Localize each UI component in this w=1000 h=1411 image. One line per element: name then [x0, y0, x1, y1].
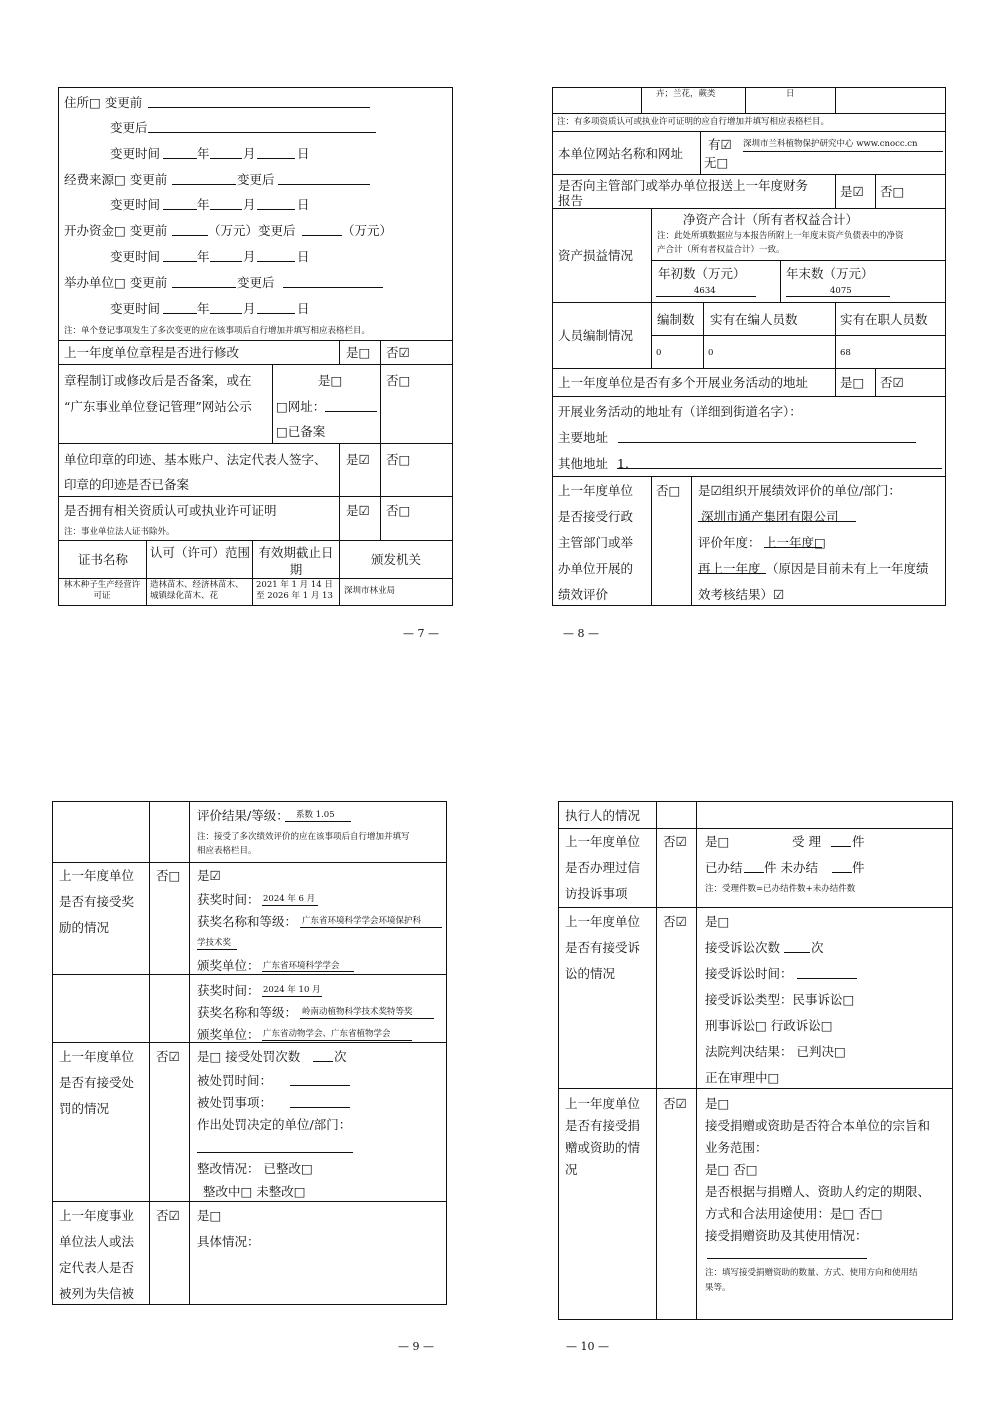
donation-note-line2: 果等。 — [705, 1283, 731, 1293]
award-no-checkbox[interactable]: 否□ — [156, 868, 181, 883]
petition-yes-checkbox[interactable]: 是□ — [705, 834, 730, 849]
award1-org-value: 广东省环境科学学会 — [263, 961, 340, 971]
asset-note-line1: 注：此处所填数据应与本报告所附上一年度末资产负债表中的净资 — [657, 231, 904, 241]
capital-unit-label: （万元）变更后 — [208, 223, 296, 238]
record-filed-checkbox[interactable]: □已备案 — [276, 424, 326, 439]
donation-no-checkbox[interactable]: 否☑ — [663, 1096, 687, 1111]
cert-issuer-cell: 深圳市林业局 — [344, 586, 396, 596]
petition-accept-unit: 件 — [852, 834, 865, 849]
cert-name-cell: 林木种子生产经营许可证 — [63, 580, 141, 601]
award2-org-value: 广东省动物学会、广东省植物学会 — [263, 1029, 391, 1039]
exec-label: 执行人的情况 — [565, 808, 641, 823]
asset-label: 资产损益情况 — [558, 248, 634, 263]
note-multiple-licenses: 注：有多项资质认可或执业许可证明的应自行增加并填写相应表格栏目。 — [557, 117, 830, 127]
website-value: 深圳市兰科植物保护研究中心 www.cnocc.cn — [743, 139, 918, 149]
donation-note-line1: 注：填写接受捐赠资助的数量、方式、使用方向和使用结 — [705, 1268, 918, 1278]
asset-begin-value: 4634 — [694, 286, 716, 296]
capital-time-label: 变更时间 — [110, 249, 161, 264]
eval-result-note-line1: 注：接受了多次绩效评价的应在该事项后自行增加并填写 — [197, 832, 410, 842]
multi-address-no-checkbox[interactable]: 否☑ — [880, 375, 904, 390]
cert-header-issuer: 颁发机关 — [370, 552, 421, 567]
donation-scope-checkbox[interactable]: 是□ 否□ — [705, 1162, 758, 1177]
penalty-yes-checkbox[interactable]: 是□ 接受处罚次数 — [197, 1049, 301, 1064]
award2-name-label: 获奖名称和等级： — [197, 1005, 298, 1020]
cert-header-period: 有效期截止日期 — [258, 545, 334, 577]
month-label: 月 — [243, 249, 256, 264]
asset-end-label: 年末数（万元） — [786, 266, 874, 281]
cert-header-scope: 认可（许可）范围 — [150, 545, 251, 560]
donation-question-line3: 赠或资助的情 — [565, 1140, 641, 1155]
charter-question: 上一年度单位章程是否进行修改 — [64, 345, 240, 360]
report-question-line1: 是否向主管部门或举办单位报送上一年度财务 — [558, 178, 809, 193]
credit-question-line1: 上一年度事业 — [59, 1208, 135, 1223]
lawsuit-type2-checkbox[interactable]: 刑事诉讼□ 行政诉讼□ — [705, 1018, 833, 1033]
page-number: — 7 — — [403, 627, 439, 640]
main-address-label: 主要地址 — [558, 430, 609, 445]
eval-question-line3: 主管部门或举 — [558, 535, 634, 550]
award1-name-label: 获奖名称和等级： — [197, 914, 298, 929]
other-address-value: 1. — [617, 456, 629, 471]
multi-address-yes-checkbox[interactable]: 是□ — [840, 375, 865, 390]
report-question-line2: 报告 — [558, 193, 584, 208]
donation-question-line2: 是否有接受捐 — [565, 1118, 641, 1133]
record-no-checkbox[interactable]: 否□ — [386, 373, 411, 388]
record-yes-checkbox[interactable]: 是□ — [318, 373, 343, 388]
funding-change-label: 经费来源□ 变更前 — [64, 172, 168, 187]
license-question: 是否拥有相关资质认可或执业许可证明 — [64, 503, 277, 518]
seal-question-line1: 单位印章的印迹、基本账户、法定代表人签字、 — [64, 452, 327, 467]
sponsor-time-label: 变更时间 — [110, 301, 161, 316]
petition-done-label: 已办结 — [705, 860, 743, 875]
day-label: 日 — [297, 197, 310, 212]
funding-after-label: 变更后 — [237, 172, 275, 187]
year-label: 年 — [197, 197, 210, 212]
staff-header-onroll: 实有在编人员数 — [710, 312, 798, 327]
staff-header-quota: 编制数 — [657, 312, 695, 327]
award-question-line1: 上一年度单位 — [59, 868, 135, 883]
donation-question-line1: 上一年度单位 — [565, 1096, 641, 1111]
lawsuit-type-checkbox[interactable]: 接受诉讼类型：民事诉讼□ — [705, 992, 855, 1007]
sponsor-after-label: 变更后 — [237, 275, 275, 290]
lawsuit-pending-checkbox[interactable]: 正在审理中□ — [705, 1070, 780, 1085]
credit-detail-label: 具体情况： — [197, 1234, 260, 1249]
capital-change-label: 开办资金□ 变更前 — [64, 223, 168, 238]
credit-question-line4: 被列为失信被 — [59, 1286, 135, 1301]
day-label: 日 — [297, 301, 310, 316]
award2-time-value: 2024 年 10 月 — [263, 985, 321, 995]
page-number: — 10 — — [566, 1340, 609, 1353]
penalty-no-checkbox[interactable]: 否☑ — [156, 1049, 180, 1064]
staff-onroll-value: 0 — [708, 348, 714, 358]
award1-time-label: 获奖时间： — [197, 892, 260, 907]
lawsuit-no-checkbox[interactable]: 否☑ — [663, 914, 687, 929]
lawsuit-count-label: 接受诉讼次数 — [705, 940, 781, 955]
month-label: 月 — [243, 197, 256, 212]
petition-undone-unit: 件 — [852, 860, 865, 875]
asset-header: 净资产合计（所有者权益合计） — [683, 212, 859, 227]
credit-question-line2: 单位法人或法 — [59, 1234, 135, 1249]
penalty-org-label: 作出处罚决定的单位/部门： — [197, 1117, 352, 1132]
penalty-fix2-checkbox[interactable]: 整改中□ 未整改□ — [203, 1184, 306, 1199]
credit-question-line3: 定代表人是否 — [59, 1260, 135, 1275]
website-label: 本单位网站名称和网址 — [558, 146, 684, 161]
cert-scope-cell: 造林苗木、经济林苗木、城镇绿化苗木、花 — [150, 580, 244, 601]
eval-result-value: 系数 1.05 — [296, 810, 335, 820]
staff-employed-value: 68 — [840, 348, 851, 358]
address-change-label: 住所□ 变更前 — [64, 95, 143, 110]
petition-no-checkbox[interactable]: 否☑ — [663, 834, 687, 849]
record-question-line1: 章程制订或修改后是否备案，或在 — [64, 373, 252, 388]
website-yes-checkbox[interactable]: 有☑ — [708, 137, 732, 152]
eval-question-line4: 办单位开展的 — [558, 561, 634, 576]
penalty-question-line2: 是否有接受处 — [59, 1075, 135, 1090]
lawsuit-count-unit: 次 — [811, 940, 824, 955]
note-multiple-changes: 注：单个登记事项发生了多次变更的应在该事项后自行增加并填写相应表格栏目。 — [64, 326, 371, 336]
donation-use-line2[interactable]: 方式和合法用途使用：是□ 否□ — [705, 1206, 883, 1221]
year-label: 年 — [197, 249, 210, 264]
donation-scope-line1: 接受捐赠或资助是否符合本单位的宗旨和 — [705, 1118, 931, 1133]
award-yes-checkbox[interactable]: 是☑ — [197, 868, 221, 883]
charter-yes-checkbox[interactable]: 是□ — [346, 345, 371, 360]
donation-scope-line2: 业务范围： — [705, 1140, 768, 1155]
eval-question-line5: 绩效评价 — [558, 587, 609, 602]
penalty-question-line1: 上一年度单位 — [59, 1049, 135, 1064]
capital-unit2-label: （万元） — [342, 223, 393, 238]
penalty-count-unit: 次 — [334, 1049, 347, 1064]
award1-org-label: 颁奖单位： — [197, 958, 260, 973]
award2-org-label: 颁奖单位： — [197, 1027, 260, 1042]
sponsor-change-label: 举办单位□ 变更前 — [64, 275, 168, 290]
cert-period-cell: 2021 年 1 月 14 日至 2026 年 1 月 13 — [256, 580, 333, 601]
eval-prev-year: 再上一年度 — [698, 561, 761, 576]
staff-label: 人员编制情况 — [558, 328, 634, 343]
petition-accept-label: 受 理 — [792, 834, 821, 849]
penalty-fix-checkbox[interactable]: 整改情况： 已整改□ — [197, 1161, 313, 1176]
credit-yes-checkbox[interactable]: 是□ — [197, 1208, 222, 1223]
eval-question-line1: 上一年度单位 — [558, 483, 634, 498]
penalty-time-label: 被处罚时间： — [197, 1073, 273, 1088]
staff-quota-value: 0 — [656, 348, 662, 358]
cert-header-name: 证书名称 — [77, 552, 128, 567]
lawsuit-question-line3: 讼的情况 — [565, 966, 616, 981]
credit-no-checkbox[interactable]: 否☑ — [156, 1208, 180, 1223]
report-no-checkbox[interactable]: 否□ — [880, 184, 905, 199]
donation-question-line4: 况 — [565, 1162, 578, 1177]
eval-result-note-line2: 相应表格栏目。 — [197, 846, 257, 856]
day-label: 日 — [297, 249, 310, 264]
donation-detail-label: 接受捐赠资助及其使用情况： — [705, 1228, 868, 1243]
eval-result-label: 评价结果/等级： — [197, 808, 289, 823]
eval-yes-checkbox[interactable]: 是☑组织开展绩效评价的单位/部门： — [698, 483, 901, 498]
penalty-question-line3: 罚的情况 — [59, 1101, 110, 1116]
eval-year-checkbox[interactable]: 上一年度□ — [764, 535, 826, 550]
award1-time-value: 2024 年 6 月 — [263, 894, 316, 904]
report-yes-checkbox[interactable]: 是☑ — [840, 184, 864, 199]
website-no-checkbox[interactable]: 无□ — [704, 155, 729, 170]
lawsuit-question-line2: 是否有接受诉 — [565, 940, 641, 955]
license-note: 注：事业单位法人证书除外。 — [64, 527, 175, 537]
eval-reason-checkbox[interactable]: 效考核结果）☑ — [698, 587, 785, 602]
lawsuit-result-checkbox[interactable]: 法院判决结果： 已判决□ — [705, 1044, 846, 1059]
petition-note: 注：受理件数=已办结件数+未办结件数 — [705, 884, 856, 894]
eval-org-value: 深圳市通产集团有限公司 — [701, 509, 839, 524]
award-question-line2: 是否有接受奖 — [59, 894, 135, 909]
other-address-label: 其他地址 — [558, 456, 609, 471]
address-after-label: 变更后 — [110, 120, 148, 135]
donation-use-line1: 是否根据与捐赠人、资助人约定的期限、 — [705, 1184, 931, 1199]
eval-reason: （原因是目前未有上一年度绩 — [766, 561, 929, 576]
record-url-checkbox[interactable]: □网址： — [276, 399, 326, 414]
lawsuit-time-label: 接受诉讼时间： — [705, 966, 793, 981]
eval-year-label: 评价年度： — [698, 535, 761, 550]
address-title: 开展业务活动的地址有（详细到街道名字）： — [558, 404, 802, 419]
address-time-label: 变更时间 — [110, 146, 161, 161]
petition-question-line3: 访投诉事项 — [565, 886, 628, 901]
month-label: 月 — [243, 301, 256, 316]
funding-time-label: 变更时间 — [110, 197, 161, 212]
asset-end-value: 4075 — [830, 286, 852, 296]
eval-question-line2: 是否接受行政 — [558, 509, 634, 524]
donation-yes-checkbox[interactable]: 是□ — [705, 1096, 730, 1111]
asset-note-line2: 产合计（所有者权益合计）一致。 — [657, 245, 785, 255]
period-continued-cell: 日 — [786, 89, 795, 99]
charter-no-checkbox[interactable]: 否☑ — [386, 345, 410, 360]
page-number: — 8 — — [563, 627, 599, 640]
month-label: 月 — [243, 146, 256, 161]
award-question-line3: 励的情况 — [59, 920, 110, 935]
petition-question-line1: 上一年度单位 — [565, 834, 641, 849]
page-number: — 9 — — [398, 1340, 434, 1353]
award2-time-label: 获奖时间： — [197, 983, 260, 998]
award2-name-value: 岭南动植物科学技术奖特等奖 — [302, 1007, 413, 1017]
license-no-checkbox[interactable]: 否□ — [386, 503, 411, 518]
award1-name-value-cont: 学技术奖 — [197, 938, 232, 948]
multi-address-question: 上一年度单位是否有多个开展业务活动的地址 — [558, 375, 809, 390]
lawsuit-yes-checkbox[interactable]: 是□ — [705, 914, 730, 929]
year-label: 年 — [197, 301, 210, 316]
seal-question-line2: 印章的印迹是否已备案 — [64, 477, 190, 492]
award1-name-value: 广东省环境科学学会环境保护科 — [302, 916, 422, 926]
seal-no-checkbox[interactable]: 否□ — [386, 452, 411, 467]
day-label: 日 — [297, 146, 310, 161]
petition-question-line2: 是否办理过信 — [565, 860, 641, 875]
penalty-item-label: 被处罚事项： — [197, 1095, 273, 1110]
petition-undone-label: 件 未办结 — [764, 860, 818, 875]
scope-continued-cell: 卉；兰花，蕨类 — [656, 89, 716, 99]
staff-header-employed: 实有在职人员数 — [840, 312, 928, 327]
lawsuit-question-line1: 上一年度单位 — [565, 914, 641, 929]
record-question-line2: “广东事业单位登记管理”网站公示 — [64, 399, 252, 414]
eval-no-checkbox[interactable]: 否□ — [656, 483, 681, 498]
year-label: 年 — [197, 146, 210, 161]
asset-begin-label: 年初数（万元） — [658, 266, 746, 281]
seal-yes-checkbox[interactable]: 是☑ — [346, 452, 370, 467]
license-yes-checkbox[interactable]: 是☑ — [346, 503, 370, 518]
